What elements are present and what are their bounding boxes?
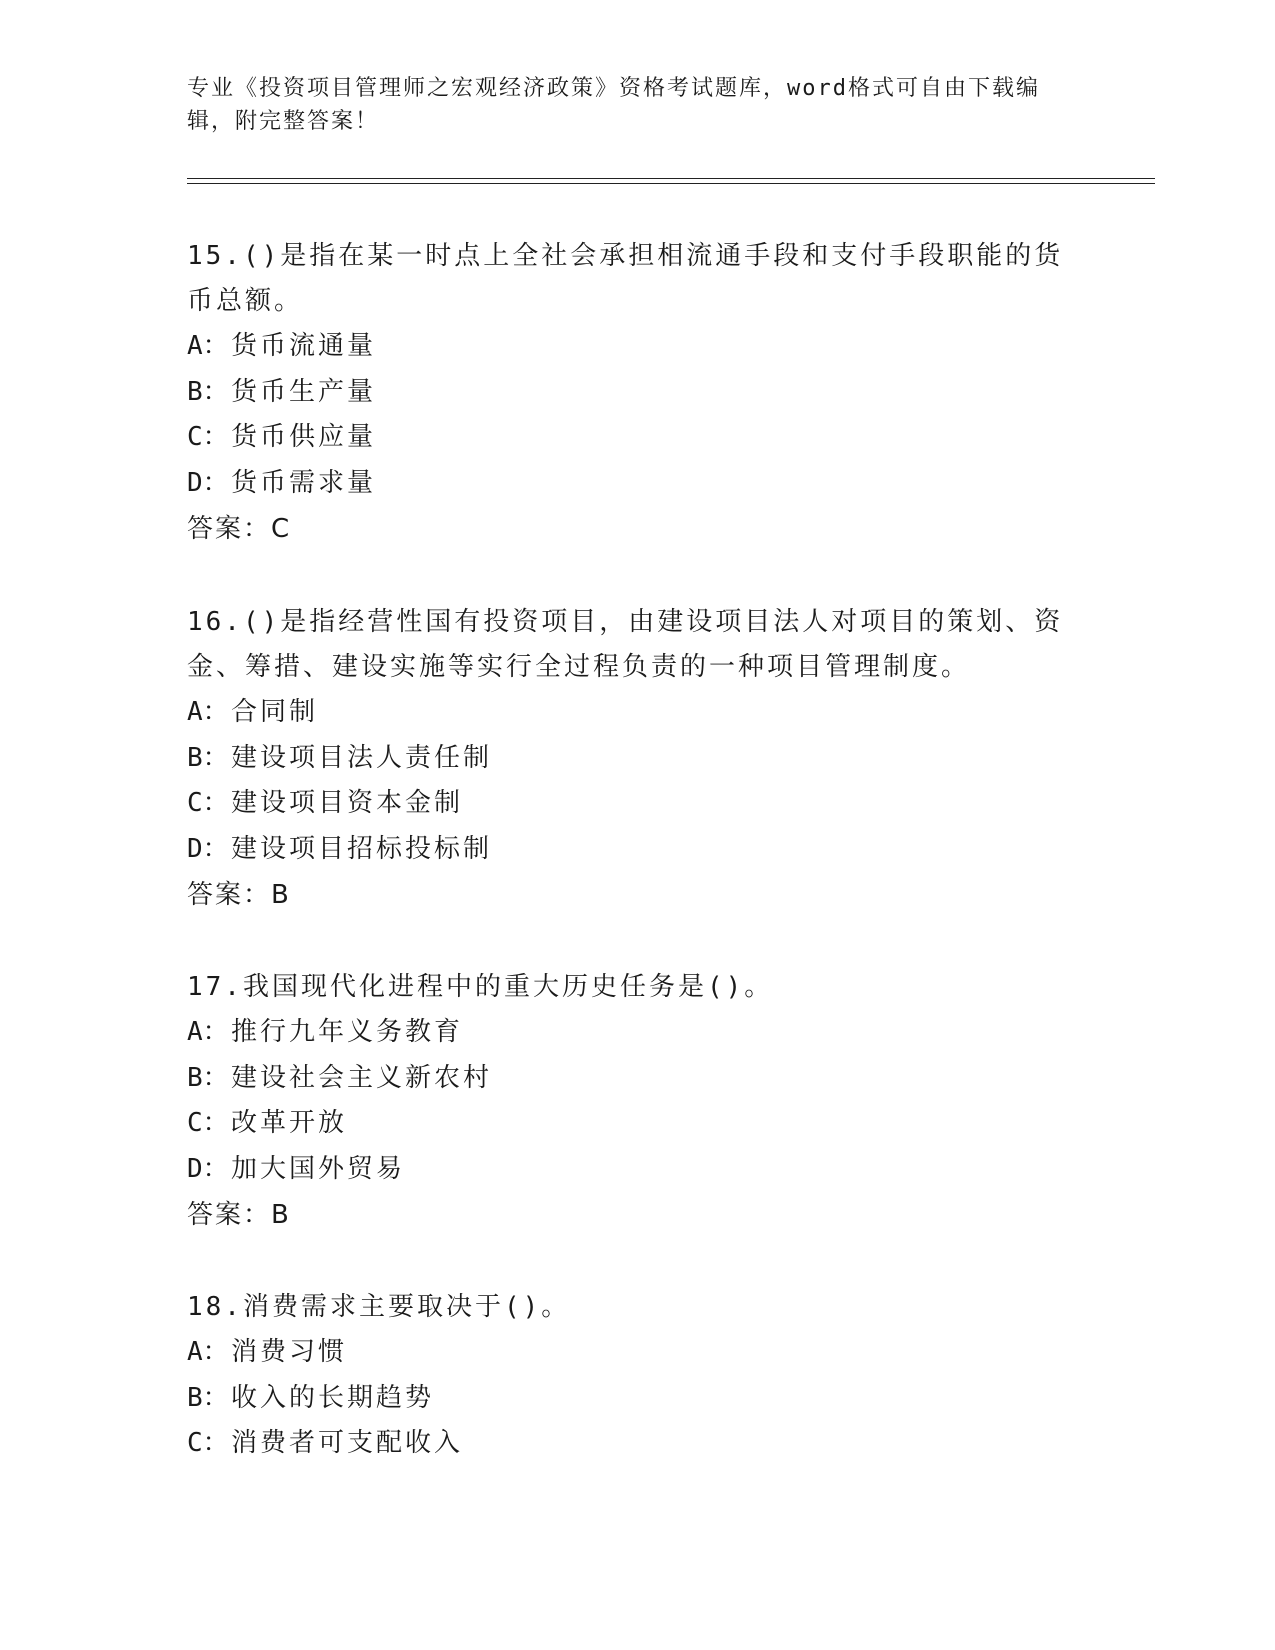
option-c	[187, 1421, 1077, 1467]
option-text: 收入的长期趋势	[231, 1382, 435, 1413]
option-a	[187, 690, 1077, 736]
question-18	[187, 1285, 1077, 1467]
option-text: 建设项目法人责任制	[231, 742, 493, 773]
option-b	[187, 736, 1077, 782]
option-key: C：	[187, 788, 229, 818]
question-stem: 15.()是指在某一时点上全社会承担相流通手段和支付手段职能的货币总额。	[187, 241, 1064, 316]
option-d	[187, 827, 1077, 873]
option-key: B：	[187, 376, 229, 407]
header-divider-top	[187, 178, 1155, 179]
answer-line: 答案：B	[187, 880, 291, 910]
option-key: B：	[187, 742, 229, 773]
option-d	[187, 461, 1077, 507]
option-key: A：	[187, 331, 229, 361]
header-divider-bottom	[187, 183, 1155, 184]
option-key: D：	[187, 1153, 229, 1184]
option-key: A：	[187, 1337, 229, 1367]
option-b	[187, 370, 1077, 416]
option-key: C：	[187, 1108, 229, 1138]
option-key: C：	[187, 1428, 229, 1458]
question-17	[187, 965, 1077, 1238]
option-text: 货币供应量	[231, 422, 377, 452]
option-key: B：	[187, 1382, 229, 1413]
option-text: 建设项目资本金制	[231, 788, 464, 818]
question-15	[187, 234, 1077, 552]
option-text: 消费者可支配收入	[231, 1428, 464, 1458]
option-text: 货币需求量	[231, 467, 377, 498]
option-key: A：	[187, 697, 229, 727]
option-key: D：	[187, 833, 229, 864]
option-c	[187, 415, 1077, 461]
option-b	[187, 1056, 1077, 1102]
option-text: 货币生产量	[231, 376, 377, 407]
option-text: 消费习惯	[231, 1337, 348, 1367]
option-c	[187, 781, 1077, 827]
question-stem: 17.我国现代化进程中的重大历史任务是()。	[187, 972, 774, 1002]
option-key: B：	[187, 1062, 229, 1093]
option-text: 推行九年义务教育	[231, 1017, 464, 1047]
option-key: C：	[187, 422, 229, 452]
option-text: 建设社会主义新农村	[231, 1062, 493, 1093]
option-b	[187, 1376, 1077, 1422]
option-key: A：	[187, 1017, 229, 1047]
question-stem: 16.()是指经营性国有投资项目，由建设项目法人对项目的策划、资金、筹措、建设实施等实行全过程负责的一种项目管理制度。	[187, 607, 1064, 682]
option-a	[187, 1330, 1077, 1376]
option-c	[187, 1101, 1077, 1147]
answer-line: 答案：B	[187, 1200, 291, 1230]
option-a	[187, 1010, 1077, 1056]
option-text: 改革开放	[231, 1108, 348, 1138]
option-key: D：	[187, 467, 229, 498]
option-text: 合同制	[231, 697, 319, 727]
option-text: 建设项目招标投标制	[231, 833, 493, 864]
document-intro: 专业《投资项目管理师之宏观经济政策》资格考试题库，word格式可自由下载编辑，附完整答案！	[187, 76, 1040, 134]
question-16	[187, 600, 1077, 918]
answer-line: 答案：C	[187, 514, 292, 544]
option-text: 货币流通量	[231, 331, 377, 361]
option-a	[187, 324, 1077, 370]
option-d	[187, 1147, 1077, 1193]
question-stem: 18.消费需求主要取决于()。	[187, 1292, 571, 1322]
option-text: 加大国外贸易	[231, 1153, 406, 1184]
